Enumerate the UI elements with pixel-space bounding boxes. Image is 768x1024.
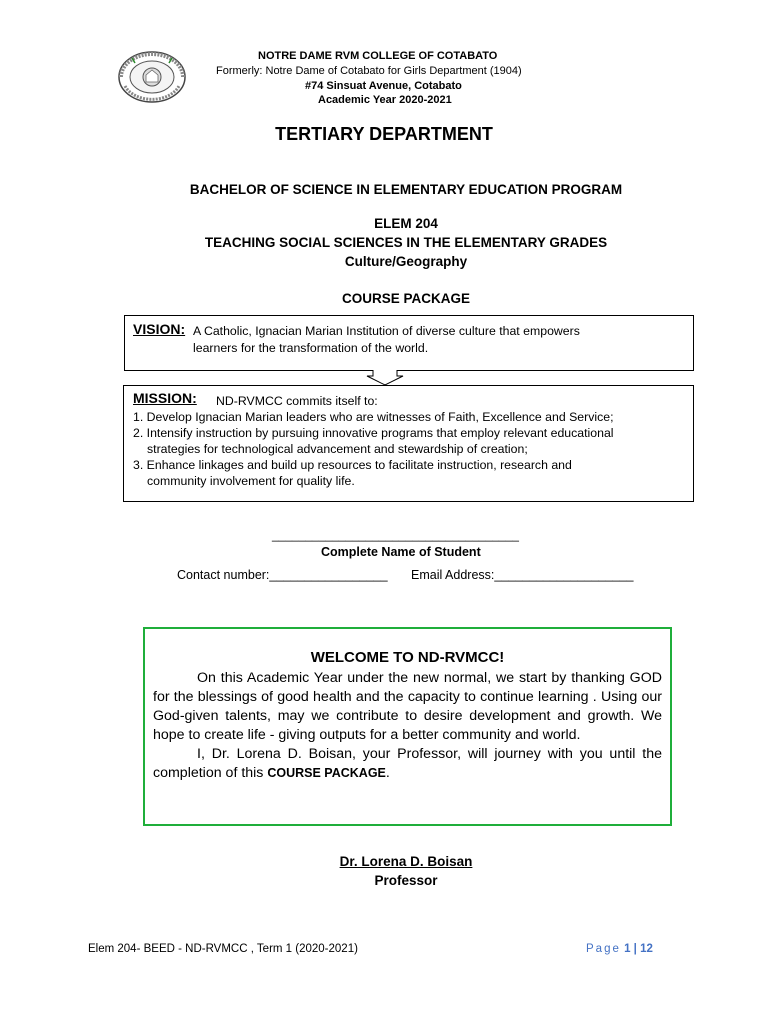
mission-intro: ND-RVMCC commits itself to: xyxy=(216,394,378,408)
vision-label: VISION: xyxy=(133,321,186,337)
college-seal-logo xyxy=(117,50,187,104)
department-title: TERTIARY DEPARTMENT xyxy=(275,124,493,144)
vision-text-line2: learners for the transformation of the world. xyxy=(193,341,429,355)
welcome-heading: WELCOME TO ND-RVMCC! xyxy=(310,649,505,666)
course-title: TEACHING SOCIAL SCIENCES IN THE ELEMENTARY GRADES xyxy=(204,235,608,250)
academic-year-text: Academic Year 2020-2021 xyxy=(318,94,452,106)
student-name-line: _____________________________________ xyxy=(272,528,519,542)
vision-box xyxy=(124,315,694,371)
college-name: NOTRE DAME RVM COLLEGE OF COTABATO xyxy=(258,50,498,62)
professor-title: Professor xyxy=(374,873,438,888)
welcome-paragraph-1 xyxy=(153,669,662,745)
course-code: ELEM 204 xyxy=(374,216,438,231)
page-current: 1 xyxy=(624,943,631,955)
contact-number-field: Contact number:_________________ xyxy=(177,568,388,582)
course-subtitle: Culture/Geography xyxy=(344,254,468,269)
welcome-paragraph-2-end: . xyxy=(385,765,390,781)
page-separator: | xyxy=(633,943,637,955)
page-word: Page xyxy=(586,943,621,955)
footer-course-info: Elem 204- BEED - ND-RVMCC , Term 1 (2020-2021) xyxy=(88,943,358,955)
mission-item-3-line2: community involvement for quality life. xyxy=(147,474,355,488)
email-address-field: Email Address:____________________ xyxy=(411,568,634,582)
mission-box xyxy=(123,385,694,502)
professor-name: Dr. Lorena D. Boisan xyxy=(339,854,473,869)
welcome-paragraph-2-text: I, Dr. Lorena D. Boisan, your Professor, will journey with you until the completion of this xyxy=(153,746,662,781)
welcome-paragraph-2 xyxy=(153,745,662,783)
mission-item-2-line2: strategies for technological advancement and stewardship of creation; xyxy=(147,442,528,456)
address-text: #74 Sinsuat Avenue, Cotabato xyxy=(305,80,462,92)
formerly-text: Formerly: Notre Dame of Cotabato for Girls Department (1904) xyxy=(216,65,522,77)
mission-item-1: 1. Develop Ignacian Marian leaders who are witnesses of Faith, Excellence and Service; xyxy=(133,410,614,424)
mission-item-3-line1: 3. Enhance linkages and build up resources to facilitate instruction, research and xyxy=(133,458,572,472)
vision-text-line1: A Catholic, Ignacian Marian Institution of diverse culture that empowers xyxy=(193,324,580,338)
mission-label: MISSION: xyxy=(133,390,197,406)
welcome-paragraph-1-text: On this Academic Year under the new normal, we start by thanking GOD for the blessings of good health and the capacity to continue learning . Using our God-given talents, may we contribute to desire development and growth. We hope to create life - giving outputs for a better community and world. xyxy=(153,670,662,743)
program-title: BACHELOR OF SCIENCE IN ELEMENTARY EDUCATION PROGRAM xyxy=(189,182,623,197)
page-total: 12 xyxy=(640,943,653,955)
course-package-label: COURSE PACKAGE xyxy=(341,291,470,306)
welcome-box xyxy=(143,627,672,826)
page-number xyxy=(586,943,653,955)
welcome-message xyxy=(153,669,662,783)
mission-item-2-line1: 2. Intensify instruction by pursuing innovative programs that employ relevant educational xyxy=(133,426,614,440)
down-arrow-icon xyxy=(365,370,405,386)
course-package-emphasis: COURSE PACKAGE xyxy=(267,766,386,780)
student-name-label: Complete Name of Student xyxy=(321,545,481,559)
